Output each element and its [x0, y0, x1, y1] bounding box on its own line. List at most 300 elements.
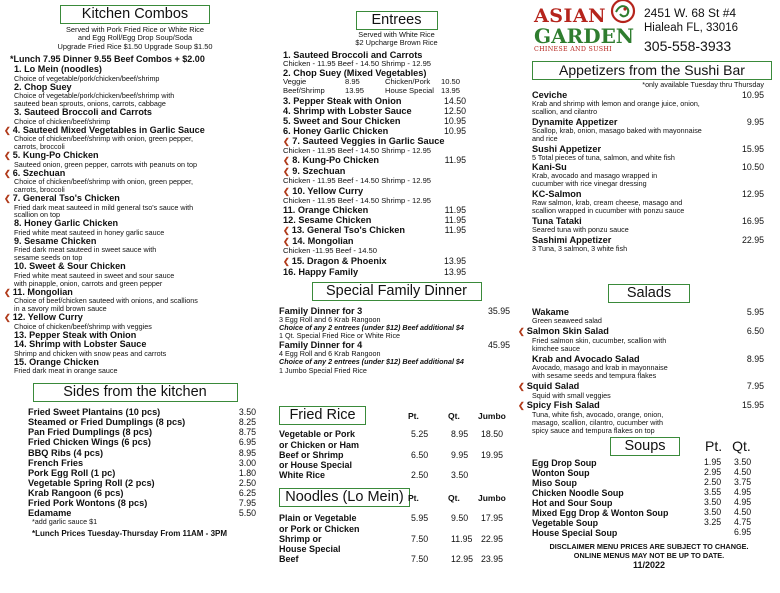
entree-name: 1. Sauteed Broccoli and Carrots [283, 49, 423, 60]
entree-name-text: 16. Happy Family [283, 266, 359, 277]
chili-pepper-icon: ❮ [4, 125, 11, 135]
price-pint: 5.95 [411, 513, 429, 523]
soup-row [532, 458, 766, 468]
soup-price-pint: 3.50 [704, 497, 722, 507]
family-price: 45.95 [487, 340, 510, 351]
price-value: 10.50 [441, 77, 461, 87]
salads-title: Salads [608, 284, 690, 303]
side-name: Edamame [28, 508, 72, 519]
fried-rice-list [279, 429, 514, 481]
entree-row [283, 155, 514, 166]
salad-name-text: Salmon Skin Salad [526, 325, 609, 336]
price-pint [411, 460, 451, 470]
salad-desc: Fried salmon skin, cucumber, scallion with [532, 335, 667, 345]
price-pint: 7.50 [411, 533, 429, 544]
soup-row [532, 528, 766, 538]
price-quart [451, 524, 481, 534]
sushi-name: KC-Salmon [532, 189, 582, 200]
salad-desc: kimchee sauce [532, 343, 580, 353]
sushi-desc: Raw salmon, krab, cream cheese, masago and [532, 198, 683, 208]
col-header-jumbo: Jumbo [478, 410, 506, 421]
soup-row [532, 468, 766, 478]
combo-name-text: 4. Sauteed Mixed Vegetables in Garlic Sauce [12, 124, 205, 135]
family-choice: Choice of any 2 entrees (under $12) Beef additional $4 [279, 357, 464, 367]
salad-price: 5.95 [746, 307, 764, 317]
price-table-row [279, 513, 514, 524]
sushi-name: Sashimi Appetizer [532, 234, 612, 245]
lo-mein-title: Noodles (Lo Mein) [279, 488, 410, 507]
price-value: 13.95 [441, 86, 461, 95]
combo-name-text: 12. Yellow Curry [12, 312, 83, 323]
entree-row [283, 205, 514, 215]
combo-desc: Fried white meat sauteed in honey garlic sauce [14, 227, 165, 237]
soup-row [532, 478, 766, 488]
side-price: 8.95 [238, 447, 256, 458]
chili-pepper-icon: ❮ [283, 256, 290, 266]
entree-name-text: 4. Shrimp with Lobster Sauce [283, 105, 412, 116]
combo-item [14, 219, 266, 237]
sushi-desc: Krab, avocado and masago wrapped in [532, 171, 658, 181]
side-name: Pan Fried Dumplings (8 pcs) [28, 427, 153, 438]
logo-subtitle: CHINESE AND SUSHI [534, 46, 612, 53]
disclaimer-1: DISCLAIMER MENU PRICES ARE SUBJECT TO CHANGE. [549, 542, 749, 551]
family-choice: Choice of any 2 entrees (under $12) Beef additional $4 [279, 322, 464, 332]
family-desc: 4 Egg Roll and 6 Krab Rangoon [279, 349, 381, 359]
family-dinner-title: Special Family Dinner [312, 282, 482, 301]
dish-name: or House Special [279, 460, 353, 471]
combo-desc: Fried dark meat sauteed in sweet sauce with [14, 245, 157, 255]
side-price: 5.50 [238, 508, 256, 519]
sushi-price: 9.95 [746, 116, 764, 127]
sushi-price: 15.95 [741, 143, 764, 154]
salad-name-text: Squid Salad [526, 380, 580, 391]
soup-price-pint: 1.95 [704, 457, 722, 467]
side-price: 8.25 [238, 417, 256, 428]
price-table-row [279, 440, 514, 450]
soup-row [532, 498, 766, 508]
sushi-price: 22.95 [741, 234, 764, 245]
sushi-desc: Seared tuna with ponzu sauce [532, 225, 629, 235]
price-jumbo: 23.95 [481, 554, 504, 565]
entree-name-text: 3. Pepper Steak with Onion [283, 95, 402, 106]
salad-desc: spicy sauce and tempura flakes on top [532, 426, 655, 436]
entree-prices: Chicken -11.95 Beef - 14.50 [283, 246, 377, 256]
menu-date: 11/2022 [632, 560, 666, 570]
side-price: 3.00 [238, 457, 256, 468]
col-header-jumbo: Jumbo [478, 492, 506, 503]
price-label: Veggie [283, 77, 307, 87]
fried-rice-headers [408, 411, 514, 421]
entree-name: ❮ 8. Kung-Po Chicken [283, 155, 380, 166]
entree-name [283, 225, 405, 236]
combo-name-text: 13. Pepper Steak with Onion [14, 329, 137, 340]
sushi-desc: and rice [532, 133, 558, 143]
entree-name: ❮ 9. Szechuan [283, 166, 346, 177]
combo-name-text: 6. Szechuan [12, 167, 66, 178]
logo-asian-text: ASIAN [534, 5, 606, 27]
side-price: 6.25 [238, 487, 256, 498]
combo-desc: scallion on top [14, 210, 60, 220]
sushi-appetizers-title: Appetizers from the Sushi Bar [532, 61, 772, 80]
combo-item [4, 313, 266, 331]
sushi-appetizers-block [532, 81, 764, 253]
price-quart [451, 544, 481, 554]
entree-price: 10.95 [443, 115, 466, 126]
fried-rice-section [279, 406, 514, 481]
price-pint [411, 524, 451, 534]
chili-pepper-icon: ❮ [283, 237, 290, 247]
soup-price-pint: 2.50 [704, 477, 722, 487]
soup-price-pint: 3.50 [704, 507, 722, 517]
price-quart: 12.95 [451, 554, 474, 565]
combo-item [14, 83, 266, 108]
kitchen-sub-3: Upgrade Fried Rice $1.50 Upgrade Soup $1.50 [57, 41, 213, 51]
sushi-desc: 3 Tuna, 3 salmon, 3 white fish [532, 243, 628, 253]
entree-row [283, 106, 514, 116]
family-dinner-block [279, 306, 510, 374]
sushi-availability-note: *only available Tuesday thru Thursday [642, 80, 764, 89]
sushi-desc: Krab and shrimp with lemon and orange juice, onion, [532, 98, 700, 108]
combo-item [4, 151, 266, 169]
price-jumbo [481, 524, 517, 534]
chili-pepper-icon: ❮ [4, 313, 11, 323]
chili-pepper-icon: ❮ [283, 156, 290, 166]
sides-list [28, 407, 256, 518]
price-jumbo [481, 440, 517, 450]
sushi-name: Kani-Su [532, 162, 567, 173]
chili-pepper-icon: ❮ [518, 326, 525, 336]
price-jumbo [481, 470, 517, 481]
price-quart: 3.50 [451, 470, 469, 481]
logo-garden-text: GARDEN [534, 24, 635, 48]
soup-row [532, 518, 766, 528]
entree-price: 11.95 [444, 215, 466, 226]
soup-price-quart: 4.95 [734, 497, 752, 507]
price-quart: 9.95 [451, 449, 469, 460]
col-header-quart: Qt. [448, 492, 460, 503]
entree-row [283, 256, 514, 267]
chili-pepper-icon: ❮ [283, 167, 290, 177]
soup-name: Vegetable Soup [532, 518, 599, 528]
price-value: 8.95 [345, 77, 360, 87]
entree-name [283, 116, 400, 126]
side-name: Fried Chicken Wings (6 pcs) [28, 437, 151, 448]
entrees-list [283, 50, 514, 277]
entrees-title: Entrees [356, 11, 438, 30]
soup-col-quart: Qt. [732, 437, 751, 454]
price-label: Beef/Shrimp [283, 86, 325, 95]
salad-desc: Green seaweed salad [532, 316, 602, 325]
entree-prices: Chicken - 11.95 Beef - 14.50 Shrimp - 12.95 [283, 176, 432, 186]
entree-name-text: 5. Sweet and Sour Chicken [283, 115, 401, 126]
price-jumbo: 19.95 [481, 449, 504, 460]
chili-pepper-icon: ❮ [4, 287, 11, 297]
city: Hialeah FL, 33016 [644, 22, 738, 34]
entree-price: 11.95 [444, 205, 466, 216]
entree-group [283, 205, 514, 236]
entree-name-text: 15. Dragon & Phoenix [291, 255, 387, 266]
phone-number[interactable]: 305-558-3933 [644, 38, 732, 54]
side-name: Fried Sweet Plantains (10 pcs) [28, 407, 161, 418]
chili-pepper-icon: ❮ [4, 168, 11, 178]
soup-name: Hot and Sour Soup [532, 498, 613, 508]
price-table-row [279, 544, 514, 554]
price-pint: 2.50 [411, 470, 429, 481]
column-entrees [269, 0, 524, 593]
price-quart: 9.50 [451, 513, 469, 523]
side-name: Krab Rangoon (6 pcs) [28, 487, 124, 498]
side-row [28, 417, 256, 427]
side-price: 2.50 [238, 477, 256, 488]
combo-name-text: 14. Shrimp with Lobster Sauce [14, 339, 147, 350]
sushi-name: Ceviche [532, 89, 568, 100]
side-row [28, 448, 256, 458]
entree-name-text: 12. Sesame Chicken [283, 215, 372, 226]
price-label: Chicken/Pork [385, 77, 431, 87]
combo-item [14, 358, 266, 376]
side-name: French Fries [28, 457, 84, 468]
price-table-row [279, 554, 514, 565]
entree-name [283, 106, 412, 116]
entree-row [283, 215, 514, 225]
family-name: Family Dinner for 4 [279, 340, 363, 351]
price-pint: 5.25 [411, 429, 429, 439]
soup-price-quart: 4.95 [734, 487, 752, 497]
side-name: BBQ Ribs (4 pcs) [28, 447, 104, 458]
family-desc: 3 Egg Roll and 6 Krab Rangoon [279, 314, 381, 324]
soups-title: Soups [610, 437, 680, 456]
combo-item [14, 340, 266, 358]
side-price: 3.50 [238, 407, 256, 418]
salad-desc: Squid with small veggies [532, 390, 611, 400]
side-row [28, 427, 256, 437]
price-table-row [279, 524, 514, 534]
sushi-price: 16.95 [741, 216, 764, 227]
combo-desc: in a savory mild brown sauce [14, 304, 107, 314]
price-jumbo: 22.95 [481, 533, 504, 544]
family-rice: 1 Qt. Special Fried Rice or White Rice [279, 331, 401, 341]
price-quart: 11.95 [451, 533, 473, 544]
soup-price-quart: 3.75 [734, 477, 752, 487]
salad-desc: Tuna, white fish, avocado, orange, onion, [532, 410, 664, 420]
sushi-list [532, 90, 764, 253]
soup-name: Egg Drop Soup [532, 458, 597, 468]
combo-desc: Choice of beef/chicken sauteed with onions, and scallions [14, 296, 198, 306]
kitchen-sub-1: Served with Pork Fried Rice or White Rice [65, 25, 204, 34]
combo-desc: sauteed bean sprouts, onions, carrots, cabbage [14, 99, 166, 109]
salads-list [518, 306, 764, 435]
entree-row [283, 116, 514, 126]
combo-item [14, 108, 266, 126]
soup-price-quart: 3.50 [734, 457, 752, 467]
entree-prices: Chicken - 11.95 Beef - 14.50 Shrimp - 12.95 [283, 145, 432, 155]
sushi-desc: scallion wrapped in cucumber with ponzu sauce [532, 206, 685, 216]
price-value: 13.95 [345, 86, 365, 95]
soup-row [532, 488, 766, 498]
sushi-name: Tuna Tataki [532, 216, 582, 227]
sushi-desc: Scallop, krab, onion, masago baked with mayonnaise [532, 125, 702, 135]
entree-price: 13.95 [443, 266, 466, 277]
combo-desc: carrots, broccoli [14, 142, 65, 152]
entree-name [283, 267, 358, 277]
combo-desc: Choice of chicken/beef/shrimp with veggies [14, 321, 152, 331]
price-pint: 7.50 [411, 554, 429, 565]
soup-name: Chicken Noodle Soup [532, 488, 624, 498]
col-header-pint: Pt. [408, 410, 419, 421]
side-row [28, 407, 256, 417]
dragon-logo-icon [608, 0, 638, 26]
dish-name: Beef or Shrimp [279, 449, 344, 460]
entree-name-text: 11. Orange Chicken [283, 205, 369, 216]
chili-pepper-icon: ❮ [283, 136, 290, 146]
entree-name: ❮ 10. Yellow Curry [283, 185, 364, 196]
entree-prices: Chicken - 11.95 Beef - 14.50 Shrimp - 12.95 [283, 58, 432, 68]
chili-pepper-icon: ❮ [518, 381, 525, 391]
soup-price-pint: 3.55 [704, 487, 722, 497]
entree-name: ❮ 14. Mongolian [283, 236, 354, 247]
side-row [28, 468, 256, 478]
col-header-pint: Pt. [408, 492, 419, 503]
entrees-sub-1: Served with White Rice [358, 30, 435, 39]
side-price: 1.80 [238, 467, 256, 478]
entree-name [283, 205, 368, 215]
entree-name [283, 256, 387, 267]
price-jumbo [481, 460, 517, 470]
col-header-quart: Qt. [448, 410, 460, 421]
side-row [28, 488, 256, 498]
combo-desc: Fried dark meat in orange sauce [14, 366, 118, 376]
entree-name [283, 96, 401, 106]
chop-suey-prices [283, 78, 514, 95]
chili-pepper-icon: ❮ [283, 226, 290, 236]
price-table-row [279, 534, 514, 545]
combo-name-text: 9. Sesame Chicken [14, 235, 97, 246]
side-price: 6.95 [238, 437, 256, 448]
combo-item [4, 194, 266, 219]
combo-item [14, 237, 266, 262]
combo-desc: Sauteed onion, green pepper, carrots with peanuts on top [14, 159, 198, 169]
soup-price-quart: 4.50 [734, 467, 752, 477]
soup-price-quart: 4.50 [734, 507, 752, 517]
price-quart [451, 440, 481, 450]
salad-name-text: Krab and Avocado Salad [532, 353, 640, 364]
side-row [28, 458, 256, 468]
side-name: Steamed or Fried Dumplings (8 pcs) [28, 417, 186, 428]
price-quart: 8.95 [451, 429, 469, 439]
salad-price: 7.95 [746, 380, 764, 391]
price-jumbo: 17.95 [481, 513, 504, 523]
combo-desc: Choice of chicken/beef/shrimp [14, 116, 111, 126]
combo-item [4, 169, 266, 194]
combo-name-text: 2. Chop Suey [14, 81, 72, 92]
salad-name [518, 381, 579, 392]
chili-pepper-icon: ❮ [4, 151, 11, 161]
entree-row [283, 267, 514, 277]
dish-name: Vegetable or Pork [279, 429, 356, 439]
side-row [28, 478, 256, 488]
combo-item [14, 65, 266, 83]
soup-price-quart: 6.95 [734, 527, 752, 537]
chili-pepper-icon: ❮ [283, 186, 290, 196]
entree-price: 10.95 [443, 125, 466, 136]
combo-name-text: 10. Sweet & Sour Chicken [14, 261, 126, 272]
combo-desc: with pinapple, onion, carrots and green pepper [14, 278, 163, 288]
entree-price: 14.50 [443, 95, 466, 106]
price-jumbo: 18.50 [481, 429, 504, 439]
entrees-sub-2: $2 Upcharge Brown Rice [355, 38, 438, 48]
disclaimer-2: ONLINE MENUS MAY NOT BE UP TO DATE. [573, 551, 725, 560]
soup-row [532, 508, 766, 518]
combo-desc: sesame seeds on top [14, 253, 83, 263]
entree-name [283, 126, 388, 136]
salad-desc: masago, scallion, cilantro, cucumber with [532, 418, 664, 428]
kitchen-combos-title: Kitchen Combos [60, 5, 210, 24]
chili-pepper-icon: ❮ [4, 193, 11, 203]
salad-price: 6.50 [746, 325, 764, 336]
sushi-name: Sushi Appetizer [532, 143, 602, 154]
entree-row [283, 96, 514, 106]
side-name: Vegetable Spring Roll (2 pcs) [28, 477, 155, 488]
soups-list [532, 458, 766, 538]
fried-rice-title: Fried Rice [279, 406, 366, 425]
lo-mein-headers [408, 493, 514, 503]
dish-name: or Chicken or Ham [279, 439, 360, 450]
entree-price: 11.95 [444, 155, 466, 166]
soup-price-pint: 3.25 [704, 517, 722, 527]
entree-name: ❮ 7. Sauteed Veggies in Garlic Sauce [283, 135, 445, 146]
salad-desc: Avocado, masago and krab in mayonnaise [532, 362, 668, 372]
price-jumbo [481, 544, 517, 554]
soup-price-pint [704, 528, 734, 538]
dish-name: House Special [279, 544, 341, 555]
contact-block [644, 6, 778, 55]
entree-row [283, 225, 514, 236]
lo-mein-section [279, 488, 514, 565]
side-row [28, 498, 256, 508]
dish-name: or Pork or Chicken [279, 523, 360, 534]
price-pint: 6.50 [411, 449, 429, 460]
salad-name-text: Wakame [532, 307, 569, 317]
kitchen-list [4, 65, 266, 375]
dish-name: Shrimp or [279, 533, 322, 544]
combo-name-text: 11. Mongolian [12, 286, 73, 297]
sides-title: Sides from the kitchen [33, 383, 238, 402]
combo-name-text: 15. Orange Chicken [14, 356, 99, 367]
restaurant-logo [534, 4, 644, 60]
sushi-name: Dynamite Appetizer [532, 116, 618, 127]
price-table-row [279, 429, 514, 440]
sushi-desc: 5 Total pieces of tuna, salmon, and white fish [532, 152, 675, 162]
salad-price: 15.95 [741, 400, 764, 411]
combo-name-text: 7. General Tso's Chicken [12, 192, 120, 203]
soup-name: Wonton Soup [532, 468, 590, 478]
side-row [28, 437, 256, 447]
combo-item [4, 126, 266, 151]
salad-desc: with sesame seeds and tempura flakes [532, 370, 657, 380]
column-sushi [518, 0, 778, 593]
entree-name: 2. Chop Suey (Mixed Vegetables) [283, 68, 427, 79]
entree-name-text: 13. General Tso's Chicken [291, 225, 406, 236]
soup-col-pint: Pt. [705, 437, 723, 454]
price-pint [411, 440, 451, 450]
combo-desc: Choice of chicken/beef/shrimp with onion, green pepper, [14, 134, 193, 144]
combo-desc: carrots, broccoli [14, 185, 65, 195]
entree-prices: Chicken - 11.95 Beef - 14.50 Shrimp - 12.95 [283, 195, 432, 205]
salad-price: 8.95 [746, 353, 764, 364]
combo-desc: Fried white meat sauteed in sweet and sour sauce [14, 270, 175, 280]
combo-item [4, 288, 266, 313]
combo-name-text: 1. Lo Mein (noodles) [14, 64, 102, 75]
